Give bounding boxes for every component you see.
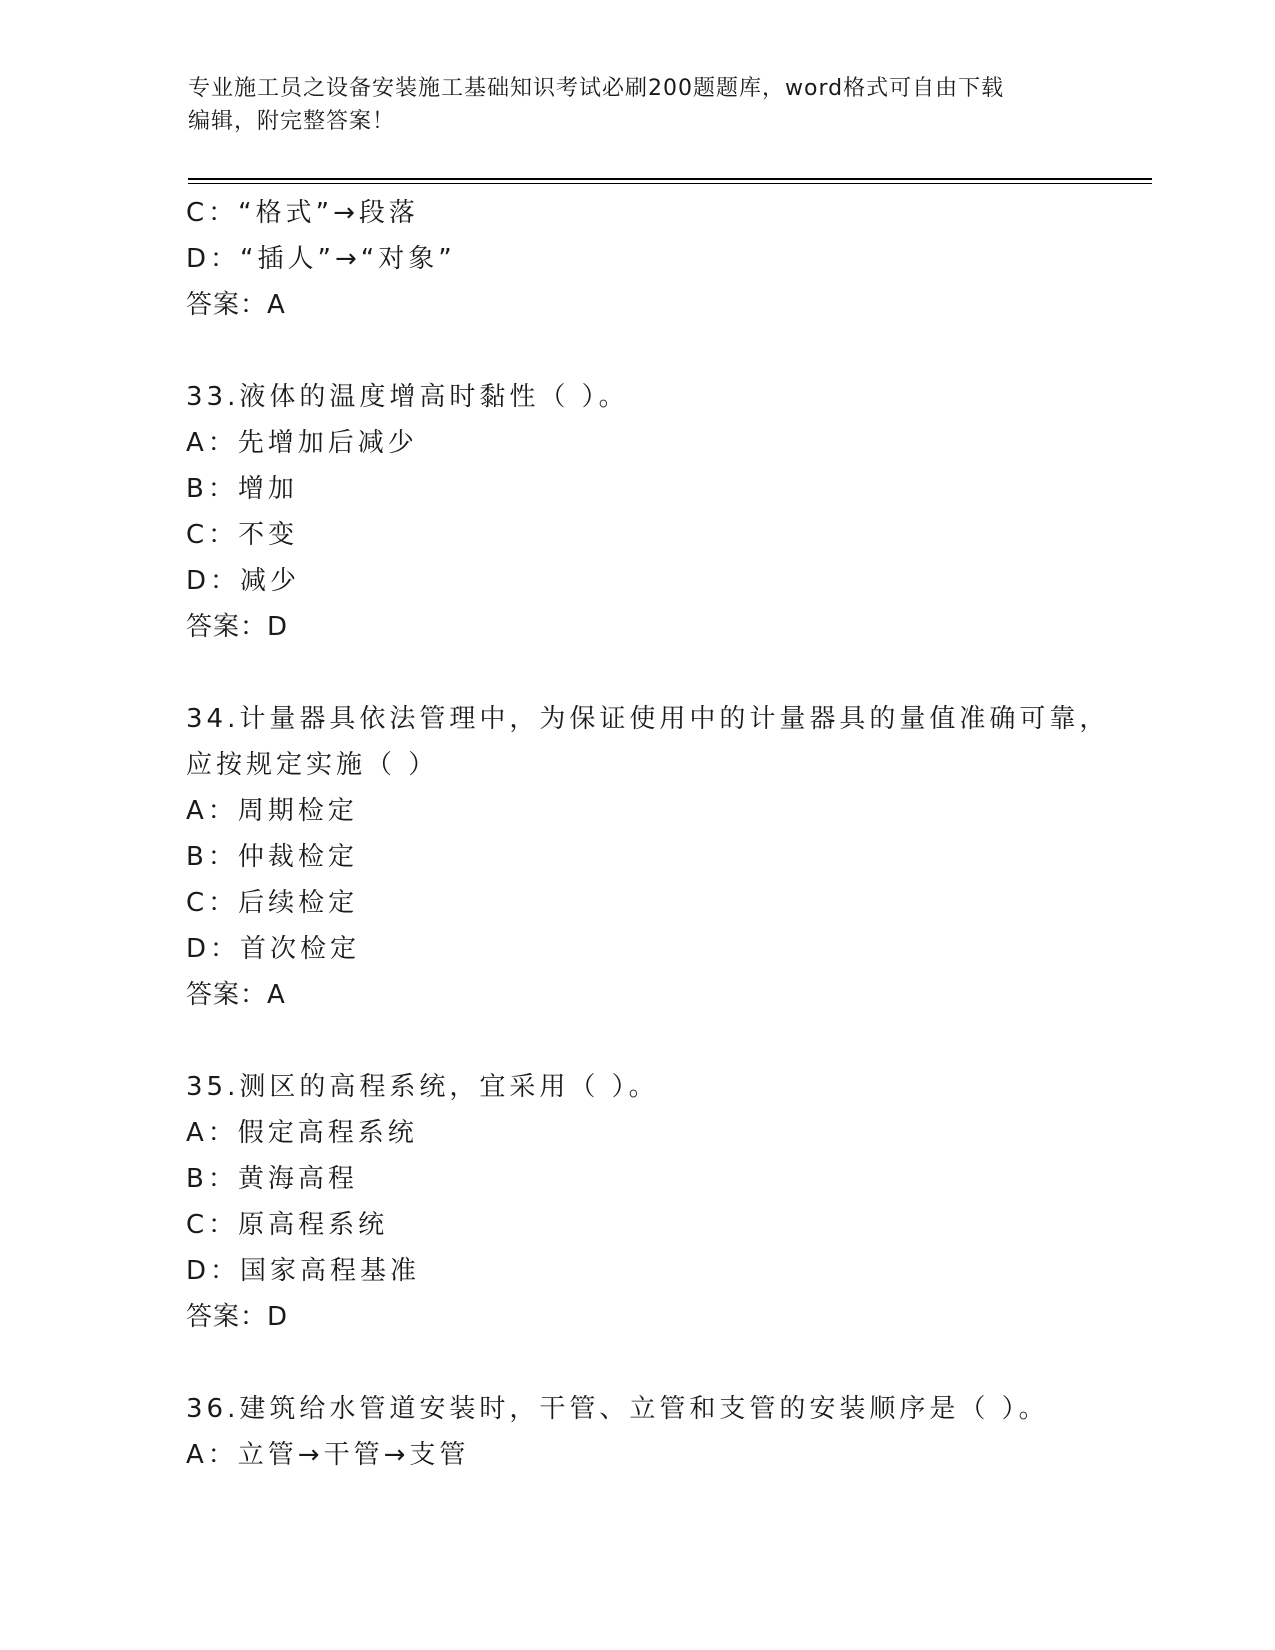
question-33 [186,374,1146,650]
header-title-line-1: 专业施工员之设备安装施工基础知识考试必刷200题题库，word格式可自由下载 [188,76,1005,101]
option-a: A：先增加后减少 [186,428,418,458]
spacer [186,1340,1146,1386]
option-a: A：周期检定 [186,796,358,826]
option-c: C：后续检定 [186,888,359,918]
question-34 [186,696,1146,1018]
option-c: C：不变 [186,520,299,550]
option-a: A：假定高程系统 [186,1118,418,1148]
answer-line: 答案：D [186,1302,289,1332]
question-stem: 33.液体的温度增高时黏性（ ）。 [186,382,629,412]
option-d: D：国家高程基准 [186,1256,421,1286]
question-fragment [186,190,1146,328]
question-36 [186,1386,1146,1478]
option-d: D：“插人”→“对象” [186,244,456,274]
spacer [186,1018,1146,1064]
question-stem: 36.建筑给水管道安装时，干管、立管和支管的安装顺序是（ ）。 [186,1394,1049,1424]
header-divider-thin [188,183,1152,184]
option-c: C：“格式”→段落 [186,198,419,228]
option-b: B：增加 [186,474,298,504]
question-stem: 35.测区的高程系统，宜采用（ ）。 [186,1072,659,1102]
answer-line: 答案：A [186,980,286,1010]
answer-line: 答案：A [186,290,286,320]
header-divider-thick [188,178,1152,180]
header-title-line-2: 编辑，附完整答案！ [188,109,396,134]
spacer [186,650,1146,696]
option-b: B：仲裁检定 [186,842,358,872]
question-stem: 34.计量器具依法管理中，为保证使用中的计量器具的量值准确可靠， [186,704,1110,734]
option-b: B：黄海高程 [186,1164,358,1194]
option-c: C：原高程系统 [186,1210,389,1240]
question-35 [186,1064,1146,1340]
document-header [188,72,1088,138]
answer-line: 答案：D [186,612,289,642]
question-list [186,190,1146,1478]
question-stem-continued: 应按规定实施（ ） [186,750,439,780]
option-a: A：立管→干管→支管 [186,1440,470,1470]
spacer [186,328,1146,374]
option-d: D：减少 [186,566,301,596]
option-d: D：首次检定 [186,934,361,964]
